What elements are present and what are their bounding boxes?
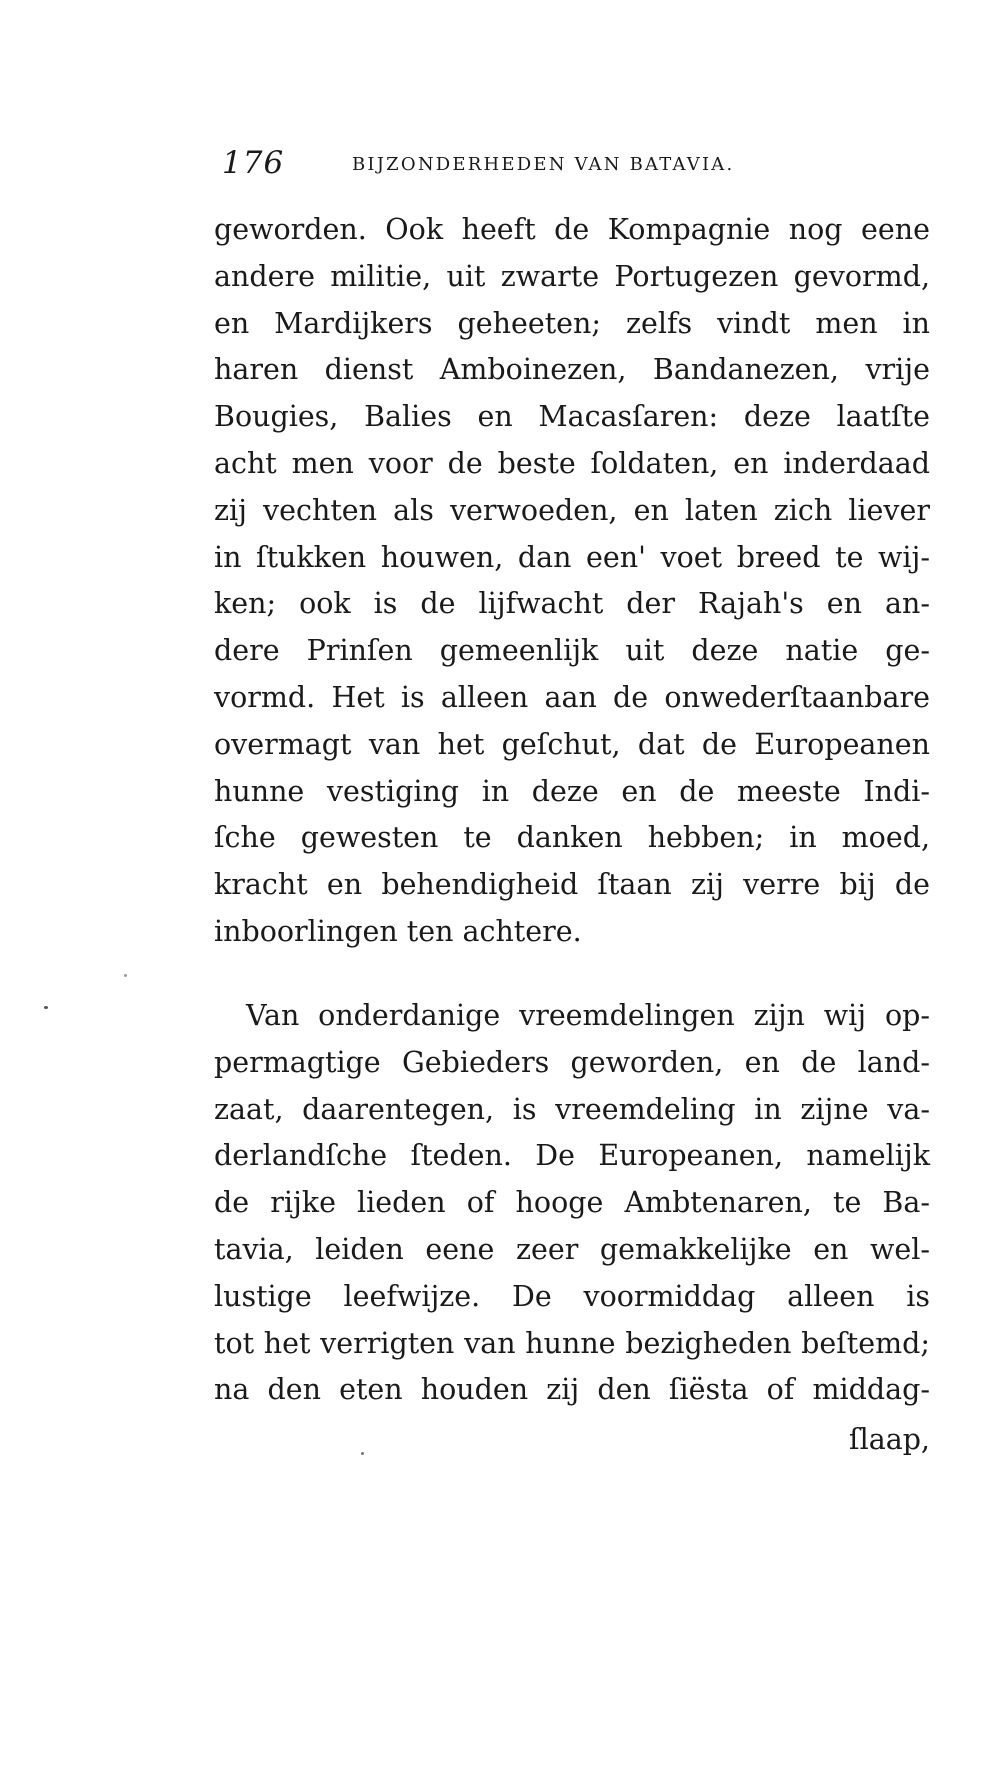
text-line: overmagt van het geſchut, dat de Europeanen <box>214 727 930 761</box>
text-line: Van onderdanige vreemdelingen zijn wij op- <box>246 999 930 1032</box>
text-line: andere militie, uit zwarte Portugezen gevormd, <box>214 259 930 293</box>
text-line: en Mardijkers geheeten; zelfs vindt men in <box>214 306 930 340</box>
text-line: de rijke lieden of hooge Ambtenaren, te Ba- <box>214 1186 930 1220</box>
text-line: derlandſche ſteden. De Europeanen, namelijk <box>214 1139 930 1173</box>
catchword: ſlaap, <box>849 1423 930 1456</box>
text-line: zaat, daarentegen, is vreemdeling in zijne va- <box>214 1092 930 1126</box>
text-line: ken; ook is de lijfwacht der Rajah's en an- <box>214 587 930 621</box>
text-line: acht men voor de beste ſoldaten, en inderdaad <box>214 446 930 480</box>
text-line: hunne vestiging in deze en de meeste Indi- <box>214 774 930 808</box>
running-title: BIJZONDERHEDEN VAN BATAVIA. <box>352 154 735 175</box>
running-head <box>222 145 802 185</box>
ink-speck <box>124 974 127 977</box>
text-line: haren dienst Amboinezen, Bandanezen, vrije <box>214 353 930 387</box>
text-line: lustige leefwijze. De voormiddag alleen is <box>214 1279 930 1313</box>
text-line: Bougies, Balies en Macasſaren: deze laatſte <box>214 400 930 434</box>
text-line: in ſtukken houwen, dan een' voet breed te wij- <box>214 540 930 574</box>
paragraph-2 <box>214 993 930 1414</box>
page-number: 176 <box>222 145 285 181</box>
ink-speck <box>361 1452 364 1455</box>
text-line: dere Prinſen gemeenlijk uit deze natie ge- <box>214 634 930 668</box>
text-line: inboorlingen ten achtere. <box>214 914 582 948</box>
text-line: zij vechten als verwoeden, en laten zich liever <box>214 493 930 527</box>
text-line: kracht en behendigheid ſtaan zij verre bij de <box>214 868 930 902</box>
text-line: geworden. Ook heeft de Kompagnie nog eene <box>214 213 930 246</box>
text-line: ſche gewesten te danken hebben; in moed, <box>214 821 930 855</box>
text-line: na den eten houden zij den ſiësta of middag- <box>214 1373 930 1407</box>
text-line: vormd. Het is alleen aan de onwederſtaanbare <box>214 680 930 714</box>
paragraph-1 <box>214 207 930 956</box>
ink-speck <box>44 1006 48 1009</box>
text-line: tot het verrigten van hunne bezigheden beſtemd; <box>214 1326 930 1360</box>
text-line: tavia, leiden eene zeer gemakkelijke en wel- <box>214 1232 930 1266</box>
text-line: permagtige Gebieders geworden, en de land- <box>214 1045 930 1079</box>
